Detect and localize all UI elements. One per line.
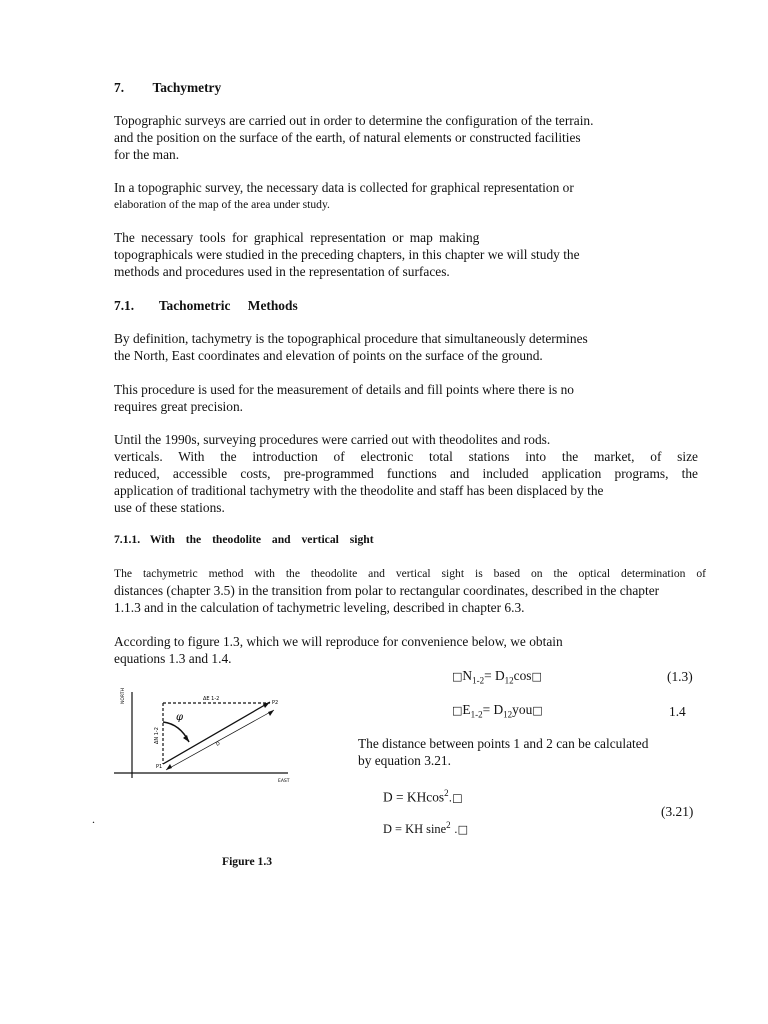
azimuth-arrowhead	[183, 735, 189, 742]
paragraph-line: The distance between points 1 and 2 can be calculated	[358, 736, 649, 751]
paragraph-line: Until the 1990s, surveying procedures were carried out with theodolites and rods.	[114, 432, 551, 447]
arrowhead-d-end	[268, 710, 274, 716]
paragraph-line: The necessary tools for graphical representation or map making	[114, 230, 480, 245]
arrowhead-d-start	[166, 764, 172, 770]
paragraph-line: requires great precision.	[114, 399, 244, 414]
paragraph-line: 1.1.3 and in the calculation of tachymetric leveling, described in chapter 6.3.	[114, 600, 525, 615]
p1-label: P1	[156, 764, 163, 770]
missing-glyph-box: .□	[450, 823, 468, 837]
paragraph-line: By definition, tachymetry is the topographical procedure that simultaneously determines	[114, 331, 588, 346]
chapter-number: 7.	[114, 80, 125, 95]
equation-number: 1.4	[669, 704, 686, 719]
equation-number: (3.21)	[661, 804, 694, 819]
missing-glyph-box: □	[452, 670, 463, 683]
paragraph-line: for the man.	[114, 147, 180, 162]
delta-e-label: ΔE 1-2	[203, 696, 220, 702]
subsection-title: With the theodolite and vertical sight	[149, 533, 374, 546]
eq-subscript: 1-2	[470, 709, 483, 720]
paragraph-line: elaboration of the map of the area under study.	[114, 198, 330, 211]
eq-function: you	[512, 702, 533, 717]
equation-3-21-cos	[383, 788, 463, 805]
paragraph-line: and the position on the surface of the earth, of natural elements or constructed facilities	[114, 130, 581, 145]
d-label: D	[215, 740, 222, 748]
equation-1-3	[452, 668, 542, 686]
equation-1-4	[452, 702, 543, 720]
equation-number: (1.3)	[667, 669, 693, 684]
paragraph-line: According to figure 1.3, which we will reproduce for convenience below, we obtain	[114, 634, 563, 649]
eq-text: D = KHcos	[383, 789, 445, 805]
missing-glyph-box: □	[452, 704, 463, 717]
paragraph-line: reduced, accessible costs, pre-programmed functions and included application programs, the	[114, 466, 698, 481]
section-title: Tachometric Methods	[158, 298, 298, 313]
paragraph-line: methods and procedures used in the representation of surfaces.	[114, 264, 450, 279]
north-axis-label: NORTH	[121, 688, 126, 704]
section-heading	[114, 298, 298, 315]
eq-symbol: = D	[482, 702, 504, 717]
paragraph-line: use of these stations.	[114, 500, 225, 515]
paragraph-line: In a topographic survey, the necessary data is collected for graphical representation or	[114, 180, 574, 195]
p2-label: P2	[272, 700, 279, 706]
eq-symbol: = D	[484, 668, 505, 683]
figure-caption: Figure 1.3	[222, 855, 273, 868]
subsection-heading	[114, 532, 374, 549]
missing-glyph-box: .□	[448, 791, 463, 805]
eq-symbol: N	[462, 668, 473, 683]
equation-3-21-sine	[383, 820, 468, 837]
phi-label: φ	[176, 712, 184, 723]
eq-superscript: 2	[444, 788, 449, 798]
figure-1-3-diagram	[110, 684, 300, 794]
eq-subscript: 1-2	[472, 675, 485, 686]
missing-glyph-box: □	[532, 704, 543, 717]
paragraph-line: topographicals were studied in the preceding chapters, in this chapter we will study the	[114, 247, 580, 262]
eq-subscript: 12	[503, 709, 513, 720]
eq-superscript: 2	[446, 820, 451, 830]
section-number: 7.1.	[114, 298, 135, 313]
paragraph-line: The tachymetric method with the theodolite and vertical sight is based on the optical determination of	[114, 567, 706, 580]
missing-glyph-box: □	[531, 670, 542, 683]
eq-function: cos	[513, 668, 532, 683]
paragraph-line: application of traditional tachymetry with the theodolite and staff has been displaced by the	[114, 483, 604, 498]
delta-n-label: ΔN 1-2	[154, 727, 160, 744]
eq-text: D = KH sine	[383, 822, 447, 837]
paragraph-line: Topographic surveys are carried out in order to determine the configuration of the terrain.	[114, 113, 594, 128]
stray-dot: .	[92, 812, 95, 826]
paragraph-line: equations 1.3 and 1.4.	[114, 651, 232, 666]
chapter-title: Tachymetry	[152, 80, 222, 95]
chapter-heading	[114, 80, 221, 97]
paragraph-line: distances (chapter 3.5) in the transition from polar to rectangular coordinates, described in the chapter	[114, 583, 660, 598]
paragraph-line: by equation 3.21.	[358, 753, 451, 768]
subsection-number: 7.1.1.	[114, 533, 141, 546]
east-axis-label: EAST	[278, 779, 290, 784]
paragraph-line: This procedure is used for the measurement of details and fill points where there is no	[114, 382, 574, 397]
paragraph-line: verticals. With the introduction of electronic total stations into the market, of size	[114, 449, 698, 464]
paragraph-line: the North, East coordinates and elevation of points on the surface of the ground.	[114, 348, 543, 363]
eq-symbol: E	[462, 702, 471, 717]
eq-subscript: 12	[504, 675, 514, 686]
